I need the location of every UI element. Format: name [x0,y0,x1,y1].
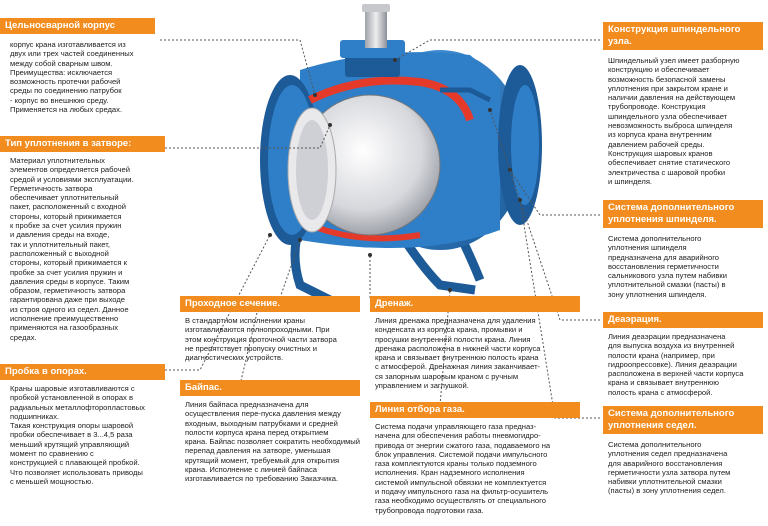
seal-type-text: Материал уплотнительных элементов определяется рабочей средой и условиями эксплуатации. Герметичность затвора обеспечивает уплотнительный пакет, расположенный с входной стороны, который прижимается к пробке за счет усилия пружин и давления среды на входе, так и уплотнительный пакет, расположенный с выходной стороны, который прижимается к пробке за счет усилия пружин и давления среды в корпусе. Таким образом, герметичность затвора гарантирована даже при выходе из строя одного из седел. Данное исполнение преимущественно применяются на газообразных средах. [10,156,134,342]
welded-body-title: Цельносварной корпус [0,18,155,34]
stem-design-title: Конструкция шпиндельного узла. [603,22,763,50]
ball-plug [288,95,440,235]
welded-body-text: корпус крана изготавливается из двух или трех частей соединенных между собой сварным швом. Преимущества: исключается возможность протечки рабочей среды по соединению патрубок - корпус во внешнюю среду. Применяется на любых средах. [10,40,134,115]
drainage-title: Дренаж. [370,296,580,312]
deaeration-text: Линия деаэрации предназначена для выпуска воздуха из внутренней полости крана (например, при гидроопрессовке). Линия деаэрации расположена в верхней части корпуса крана и связывает внутреннюю полость крана с атмосферой. [608,332,744,397]
stem-seal-text: Система дополнительного уплотнения шпинделя предназначена для аварийного восстановления герметичности сальникового узла путем набивки уплотнительной смазки (пасты) в зону уплотнения шпинделя. [608,234,728,299]
stem-design-text: Шпиндельный узел имеет разборную конструкцию и обеспечивает возможность безопасной замены уплотнения при закрытом кране и наличии давления на действующем трубопроводе. Конструкция шпиндельного узла обеспечивает невозможность выброса шпинделя из корпуса крана внутренним давлением рабочей среды. Конструкция шаровых кранов обеспечивает снятие статического электричества с шаровой пробки и шпинделя. [608,56,740,186]
seat-seal-text: Система дополнительного уплотнения седел предназначена для аварийного восстановления герметичности узла затвора путем набивки уплотнительной смазки (пасты) в зону уплотнения седел. [608,440,731,496]
full-bore-title: Проходное сечение. [180,296,360,312]
seat-seal-title: Система дополнительного уплотнения седел. [603,406,763,434]
support-ball-title: Пробка в опорах. [0,364,165,380]
seal-type-title: Тип уплотнения в затворе: [0,136,165,152]
full-bore-text: В стандартном исполнении краны изготавливаются полнопроходными. При этом конструкция проточной части затвора не препятствует пропуску очистных и диагностических устройств. [185,316,337,363]
stem-seal-title: Система дополнительного уплотнения шпинделя. [603,200,763,228]
stem-assembly [340,4,405,77]
drainage-text: Линия дренажа предназначена для удаления конденсата из корпуса крана, промывки и просушки внутренней полости крана. Линия дренажа расположена в нижней части корпуса крана и связывает внутреннюю полость крана с атмосферой. Дренажная линия заканчивает- ся запорным шаровым краном с ручным управлением и заглушкой. [375,316,541,391]
bypass-text: Линия байпаса предназначена для осуществления пере-пуска давления между входным, выходным патрубками и средней полости корпуса крана перед открытием крана. Байпас позволяет сократить необходимый перепад давления на затворе, уменьшая крутящий момент, требуемый для открытия крана. Исполнение с линией байпаса изготавливается по требованию Заказчика. [185,400,361,484]
deaeration-title: Деаэрация. [603,312,763,328]
bypass-title: Байпас. [180,380,360,396]
support-ball-text: Краны шаровые изготавливаются с пробкой установленной в опорах в радиальных металлофторопластовых подшипниках. Такая конструкция опоры шаровой пробки обеспечивает в 3...4,5 раза меньший крутящий управляющий момент по сравнению с конструкцией с плавающей пробкой. Что позволяет использовать приводы с меньшей мощностью. [10,384,145,486]
gas-line-text: Система подачи управляющего газа предназ- начена для обеспечения работы пневмогидро- привода от энергии сжатого газа, подаваемого на блок управления. Системой подачи импульсного газа комплектуются краны только подземного исполнения. Кран надземного исполнения системой импульсной обвязки не комплектуется и подачу импульсного газа на фильтр-осушитель газа необходимо осуществлять от специального трубопровода подготовки газа. [375,422,551,515]
gas-line-title: Линия отбора газа. [370,402,580,418]
